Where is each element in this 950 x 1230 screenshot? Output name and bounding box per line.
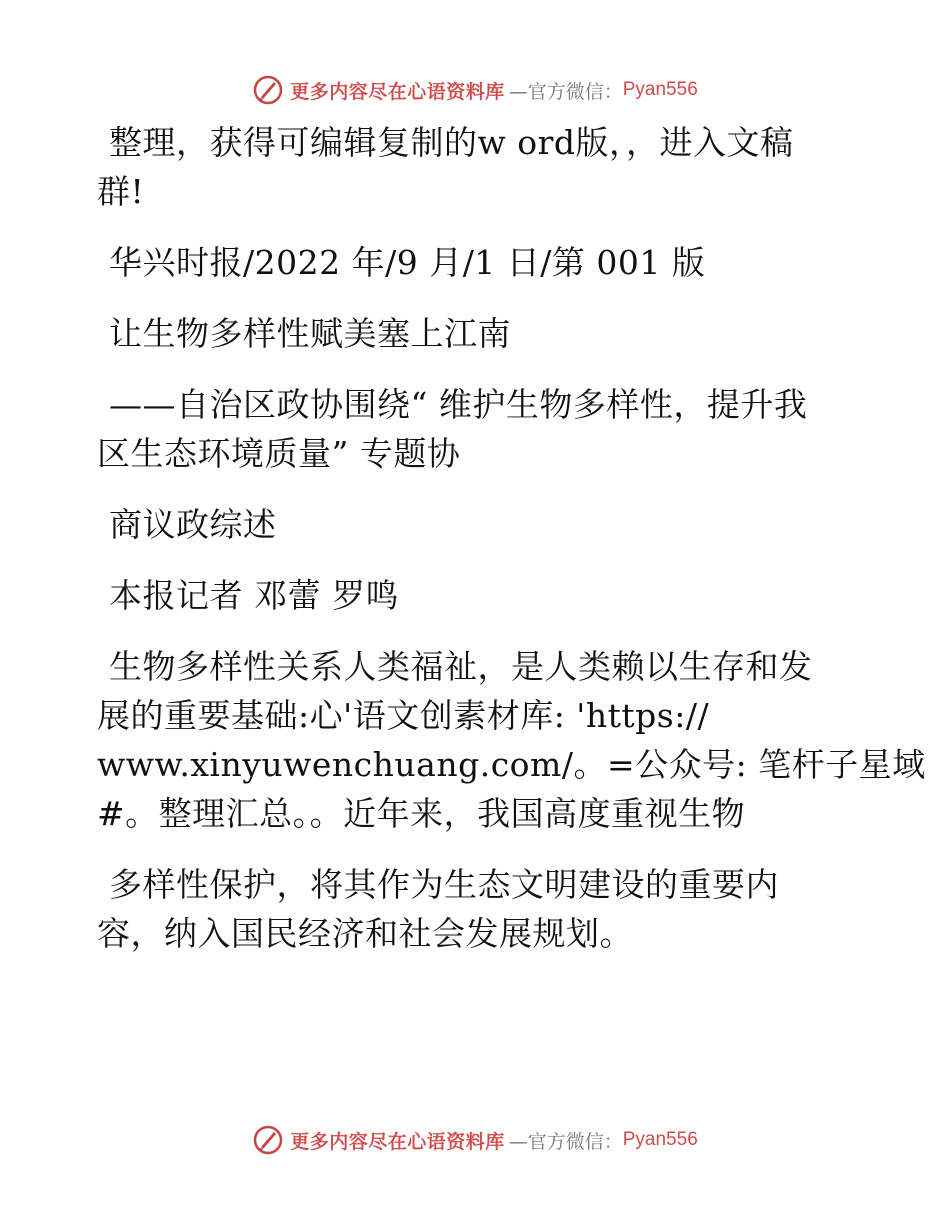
banner-wechat-label: —官方微信： [508, 80, 623, 103]
banner-wechat-id: Pyan556 [622, 79, 698, 100]
text-line-intro: 整理，获得可编辑复制的w ord版，，进入文稿 [109, 123, 794, 162]
article-byline: 本报记者 邓蕾 罗鸣 [109, 576, 399, 615]
article-subtitle-cont: 区生态环境质量” 专题协 [97, 434, 461, 473]
quill-logo-icon [252, 1124, 284, 1156]
footer-watermark-banner [0, 1120, 950, 1160]
paragraph-line: #。整理汇总。。近年来，我国高度重视生物 [97, 794, 746, 833]
newspaper-source-line: 华兴时报/2022 年/9 月/1 日/第 001 版 [109, 243, 706, 282]
banner-wechat-label: —官方微信： [508, 1130, 623, 1153]
text-line-intro-cont: 群! [97, 172, 145, 211]
header-watermark-banner [0, 70, 950, 110]
article-title: 让生物多样性赋美塞上江南 [109, 314, 511, 353]
document-body [97, 118, 926, 958]
banner-text: 更多内容尽在心语资料库 [290, 80, 505, 103]
paragraph-line: 多样性保护，将其作为生态文明建设的重要内 [109, 865, 779, 904]
quill-logo-icon [252, 74, 284, 106]
paragraph-line: 容，纳入国民经济和社会发展规划。 [97, 914, 633, 953]
paragraph-line: 生物多样性关系人类福祉，是人类赖以生存和发 [109, 647, 813, 686]
article-subtitle: ——自治区政协围绕“ 维护生物多样性，提升我 [109, 385, 808, 424]
paragraph-line: 展的重要基础:心'语文创素材库: 'https:// [97, 696, 710, 735]
article-subtitle-end: 商议政综述 [109, 505, 277, 544]
paragraph-line: www.xinyuwenchuang.com/。=公众号: 笔杆子星域 [97, 745, 926, 784]
banner-text: 更多内容尽在心语资料库 [290, 1130, 505, 1153]
banner-wechat-id: Pyan556 [622, 1129, 698, 1150]
